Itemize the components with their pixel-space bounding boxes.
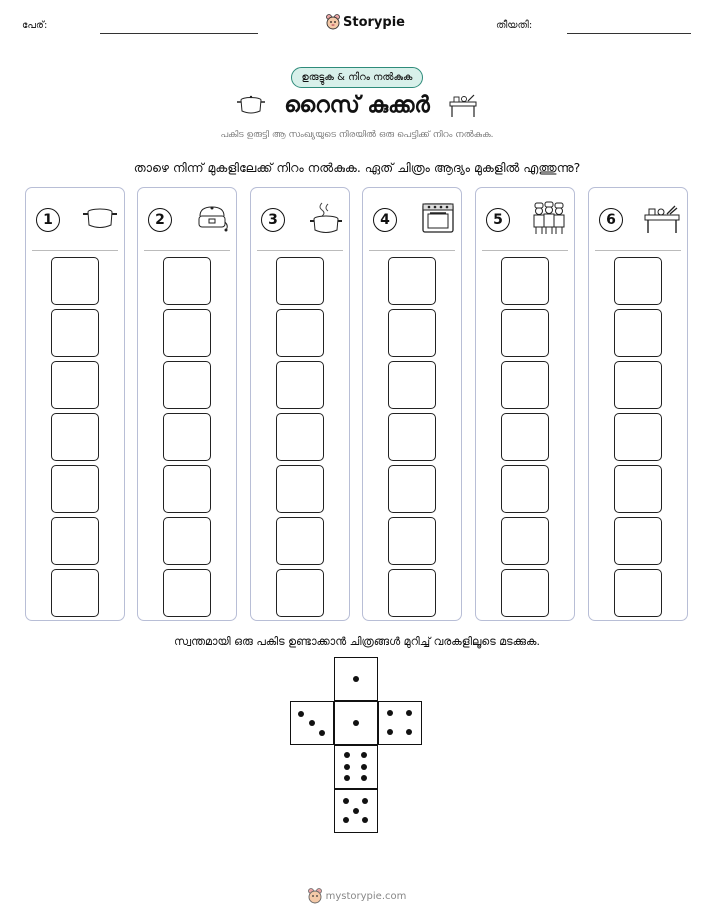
dice-face-1 <box>334 657 378 701</box>
name-line[interactable] <box>100 33 258 34</box>
dice-face-5 <box>334 789 378 833</box>
oven-icon <box>421 202 455 238</box>
dice-pip <box>387 729 393 735</box>
color-box[interactable] <box>614 257 662 305</box>
color-box[interactable] <box>51 413 99 461</box>
chefs-icon <box>530 201 568 239</box>
dice-pip <box>319 730 325 736</box>
steaming-pot-icon <box>309 201 343 239</box>
title-row <box>0 92 714 118</box>
column-number: 3 <box>261 208 285 232</box>
column-1 <box>25 187 125 621</box>
dice-pip <box>387 710 393 716</box>
color-box[interactable] <box>388 569 436 617</box>
pot-icon <box>236 94 266 116</box>
footer-url[interactable]: mystorypie.com <box>325 890 407 902</box>
storypie-logo <box>326 14 405 30</box>
storypie-mascot-icon <box>326 14 340 30</box>
column-number: 2 <box>148 208 172 232</box>
column-divider <box>144 250 230 251</box>
dice-face-3 <box>290 701 334 745</box>
color-box[interactable] <box>501 257 549 305</box>
column-5 <box>475 187 575 621</box>
color-box[interactable] <box>163 569 211 617</box>
color-box[interactable] <box>388 413 436 461</box>
color-box[interactable] <box>614 569 662 617</box>
date-label: തീയതി: <box>496 20 533 31</box>
pot-icon <box>82 205 118 235</box>
color-box[interactable] <box>614 465 662 513</box>
column-divider <box>369 250 455 251</box>
color-box[interactable] <box>501 465 549 513</box>
color-box[interactable] <box>388 465 436 513</box>
page-subtitle: പകിട ഉരുട്ടി ആ സംഖ്യയുടെ നിരയിൽ ഒരു പെട്ടിക്ക് നിറം നൽകുക. <box>220 130 494 140</box>
color-box[interactable] <box>614 309 662 357</box>
color-box[interactable] <box>163 361 211 409</box>
dice-pip <box>344 752 350 758</box>
date-line[interactable] <box>567 33 691 34</box>
dice-pip <box>298 711 304 717</box>
column-header <box>599 202 681 238</box>
dice-pip <box>361 764 367 770</box>
dice-pip <box>406 710 412 716</box>
dice-face-4 <box>378 701 422 745</box>
color-box[interactable] <box>51 517 99 565</box>
color-box[interactable] <box>614 517 662 565</box>
column-number: 5 <box>486 208 510 232</box>
footer <box>308 888 407 904</box>
page-title: റൈസ് കുക്കർ <box>284 92 430 118</box>
column-divider <box>595 250 681 251</box>
color-box[interactable] <box>501 309 549 357</box>
column-divider <box>482 250 568 251</box>
color-box[interactable] <box>276 517 324 565</box>
color-box[interactable] <box>51 465 99 513</box>
color-box[interactable] <box>276 361 324 409</box>
dice-pip <box>362 798 368 804</box>
column-number: 1 <box>36 208 60 232</box>
dice-pip <box>362 817 368 823</box>
rice-cooker-icon <box>194 204 230 236</box>
dice-pip <box>353 808 359 814</box>
column-2 <box>137 187 237 621</box>
column-divider <box>32 250 118 251</box>
dice-pip <box>353 676 359 682</box>
color-box[interactable] <box>501 569 549 617</box>
color-box[interactable] <box>276 309 324 357</box>
brand-name: Storypie <box>343 14 405 30</box>
storypie-mascot-icon <box>308 888 322 904</box>
color-box[interactable] <box>163 413 211 461</box>
dice-pip <box>353 720 359 726</box>
color-box[interactable] <box>163 309 211 357</box>
column-header <box>36 202 118 238</box>
color-box[interactable] <box>388 309 436 357</box>
color-box[interactable] <box>276 413 324 461</box>
color-box[interactable] <box>276 569 324 617</box>
column-header <box>261 202 343 238</box>
color-box[interactable] <box>388 361 436 409</box>
color-box[interactable] <box>163 465 211 513</box>
color-box[interactable] <box>614 413 662 461</box>
dice-pip <box>344 764 350 770</box>
dice-pip <box>309 720 315 726</box>
column-3 <box>250 187 350 621</box>
color-box[interactable] <box>501 413 549 461</box>
color-box[interactable] <box>276 257 324 305</box>
color-box[interactable] <box>163 257 211 305</box>
dice-pip <box>361 775 367 781</box>
column-header <box>486 202 568 238</box>
column-number: 4 <box>373 208 397 232</box>
color-box[interactable] <box>388 257 436 305</box>
color-box[interactable] <box>51 309 99 357</box>
dice-pip <box>343 798 349 804</box>
dice-pip <box>361 752 367 758</box>
color-box[interactable] <box>51 257 99 305</box>
dice-face-6 <box>334 745 378 789</box>
color-box[interactable] <box>388 517 436 565</box>
dice-pip <box>343 817 349 823</box>
column-divider <box>257 250 343 251</box>
kitchen-table-icon <box>643 202 681 238</box>
dice-pip <box>406 729 412 735</box>
column-number: 6 <box>599 208 623 232</box>
color-box[interactable] <box>614 361 662 409</box>
question-text: താഴെ നിന്ന് മുകളിലേക്ക് നിറം നൽകുക. ഏത് ചിത്രം ആദ്യം മുകളിൽ എത്തുന്നു? <box>133 160 581 175</box>
color-box[interactable] <box>276 465 324 513</box>
column-4 <box>362 187 462 621</box>
activity-badge: ഉരുട്ടുക & നിറം നൽകുക <box>291 67 424 88</box>
column-6 <box>588 187 688 621</box>
kitchen-table-icon <box>448 92 478 118</box>
dice-instruction: സ്വന്തമായി ഒരു പകിട ഉണ്ടാക്കാൻ ചിത്രങ്ങൾ മുറിച്ച് വരകളിലൂടെ മടക്കുക. <box>174 635 540 648</box>
name-label: പേര്: <box>22 20 48 31</box>
color-box[interactable] <box>51 569 99 617</box>
color-box[interactable] <box>51 361 99 409</box>
column-header <box>373 202 455 238</box>
column-header <box>148 202 230 238</box>
color-box[interactable] <box>163 517 211 565</box>
dice-face-1 <box>334 701 378 745</box>
dice-pip <box>344 775 350 781</box>
color-box[interactable] <box>501 517 549 565</box>
color-box[interactable] <box>501 361 549 409</box>
